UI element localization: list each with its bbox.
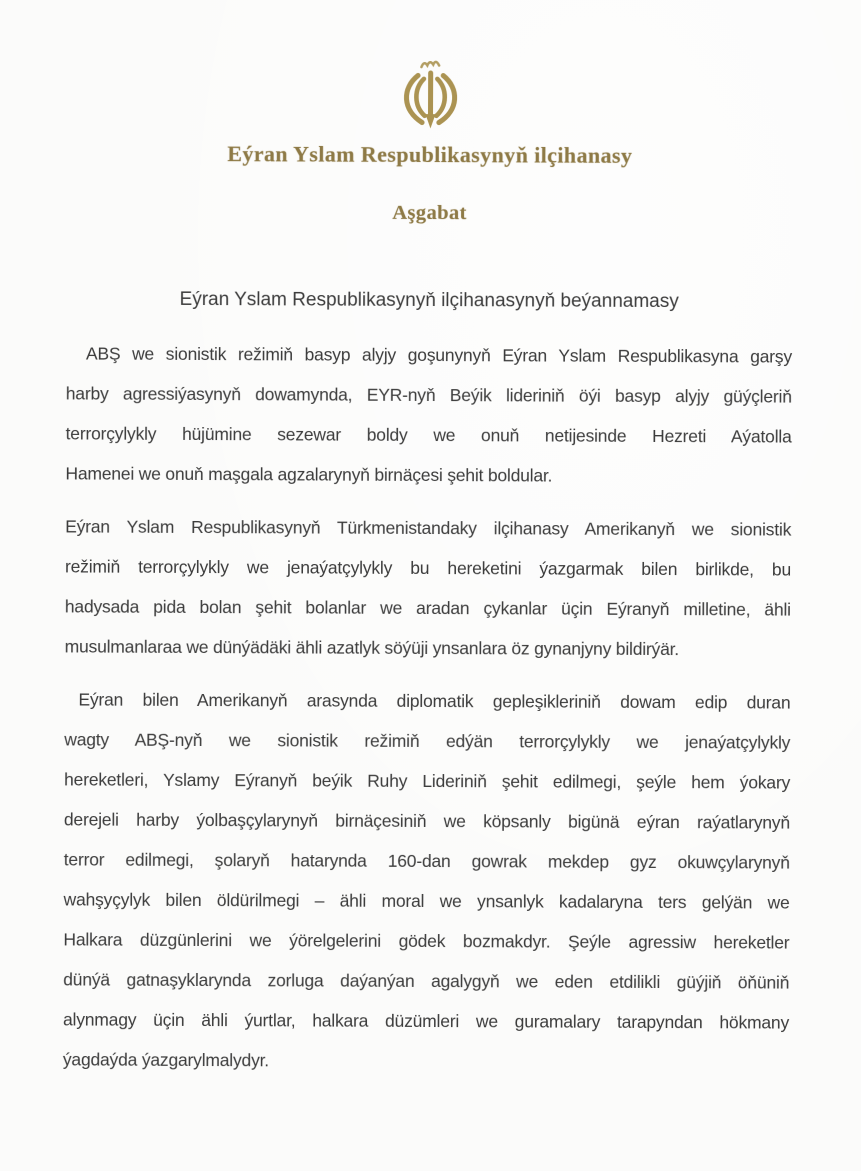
text-line: derejeli harby ýolbaşçylarynyň birnäçesiniň we köpsanly bigünä eýran raýatlarynyň	[63, 809, 790, 833]
text-line: Eýran bilen Amerikanyň arasynda diplomatik gepleşikleriniň dowam edip duran	[78, 689, 791, 713]
paragraph	[63, 679, 791, 1082]
text-line: Halkara düzgünlerini we ýörelgelerini gödek bozmakdyr. Şeýle agressiw hereketler	[63, 929, 790, 953]
text-line: musulmanlaraa we dünýädäki ähli azatlyk söýüji ynsanlara öz gynanjyny bildirýär.	[64, 636, 680, 660]
text-line: terror edilmegi, şolaryň hatarynda 160-dan gowrak mekdep gyz okuwçylarynyň	[63, 849, 790, 873]
embassy-name: Eýran Yslam Respublikasynyň ilçihanasy	[227, 141, 633, 168]
text-line: ABŞ we sionistik režimiň basyp alyjy goşunynyň Eýran Yslam Respublikasyna garşy	[85, 343, 792, 367]
embassy-city: Aşgabat	[392, 201, 467, 225]
paragraph	[65, 506, 792, 669]
text-line: harby agressiýasynyň dowamynda, EYR-nyň Beýik lideriniň öýi basyp alyjy güýçleriň	[65, 383, 792, 407]
text-line: terrorçylykly hüjümine sezewar boldy we onuň netijesinde Hezreti Aýatolla	[65, 423, 792, 447]
paragraph	[65, 333, 792, 496]
text-line: alynmagy üçin ähli ýurtlar, halkara düzümleri we guramalary tarapyndan hökmany	[63, 1009, 790, 1033]
text-line: hadysada pida bolan şehit bolanlar we aradan çykanlar üçin Eýranyň milletine, ähli	[64, 596, 791, 620]
iran-coat-of-arms-icon	[388, 56, 472, 132]
document-body	[63, 333, 792, 1082]
text-line: Eýran Yslam Respublikasynyň Türkmenistandaky ilçihanasy Amerikanyň we sionistik	[65, 516, 792, 540]
text-line: Hamenei we onuň maşgala agzalarynyň birnäçesi şehit boldular.	[65, 463, 553, 486]
text-line: wahşyçylyk bilen öldürilmegi – ähli moral we ynsanlyk kadalaryna ters gelýän we	[63, 889, 790, 913]
text-line: režimiň terrorçylykly we jenaýatçylykly bu hereketini ýazgarmak bilen birlikde, bu	[64, 556, 792, 580]
text-line: wagty ABŞ-nyň we sionistik režimiň edýän terrorçylykly we jenaýatçylykly	[64, 729, 791, 753]
text-line: hereketleri, Yslamy Eýranyň beýik Ruhy Lideriniň şehit edilmegi, şeýle hem ýokary	[64, 769, 791, 793]
text-line: dünýä gatnaşyklarynda zorluga daýanýan agalygyň we eden etdilikli güýjiň öňüniň	[63, 969, 790, 993]
text-line: ýagdaýda ýazgarylmalydyr.	[62, 1049, 269, 1071]
document-title: Eýran Yslam Respublikasynyň ilçihanasynyň beýannamasy	[179, 288, 679, 313]
